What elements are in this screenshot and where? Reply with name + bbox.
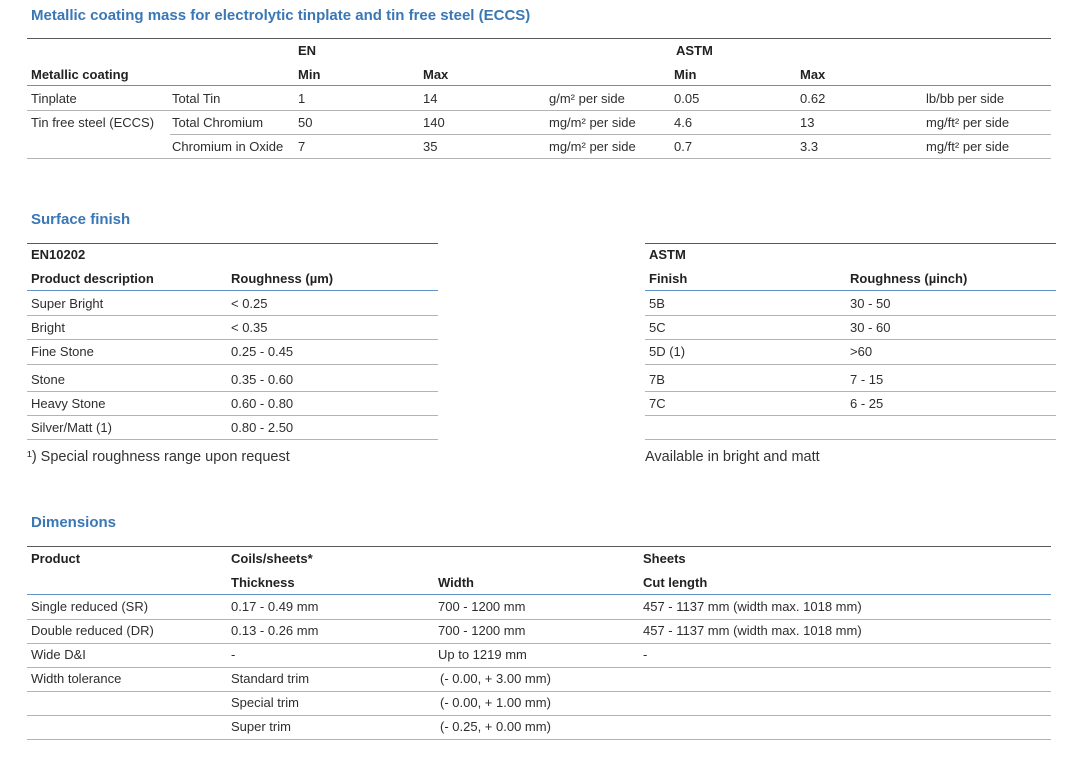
dim-col-coils: Coils/sheets* xyxy=(231,551,313,566)
astm-row-finish: 5C xyxy=(649,320,666,335)
coating-row-astm-min: 0.7 xyxy=(674,139,693,154)
coating-col-astm-min: Min xyxy=(674,67,697,82)
en-footnote: ¹) Special roughness range upon request xyxy=(27,449,290,465)
en-row-rough: < 0.35 xyxy=(231,320,268,335)
en-row-rough: < 0.25 xyxy=(231,296,268,311)
astm-row-rough: >60 xyxy=(850,344,873,359)
dim-row-thickness: 0.17 - 0.49 mm xyxy=(231,599,319,614)
coating-row-en-max: 14 xyxy=(423,91,438,106)
row-divider xyxy=(645,391,1056,392)
coating-row-en-unit: g/m² per side xyxy=(549,91,625,106)
en-row-desc: Heavy Stone xyxy=(31,396,106,411)
coating-col-en-min: Min xyxy=(298,67,321,82)
dimensions-header-rule xyxy=(27,594,1051,595)
astm-row-finish: 5D (1) xyxy=(649,344,686,359)
coating-row-astm-unit: mg/ft² per side xyxy=(926,139,1010,154)
coating-col-en-max: Max xyxy=(423,67,449,82)
row-divider xyxy=(27,619,1051,620)
coating-row-en-min: 1 xyxy=(298,91,306,106)
coating-row-astm-unit: lb/bb per side xyxy=(926,91,1005,106)
row-divider xyxy=(645,415,1056,416)
row-divider xyxy=(27,364,438,365)
en-top-rule xyxy=(27,243,438,244)
coating-col-astm-max: Max xyxy=(800,67,826,82)
dim-row-thickness: Standard trim xyxy=(231,671,310,686)
en-bottom-rule xyxy=(27,439,438,440)
dim-row-cut: 457 - 1137 mm (width max. 1018 mm) xyxy=(643,599,862,614)
row-divider xyxy=(27,715,1051,716)
astm-standard: ASTM xyxy=(649,247,686,262)
dim-row-thickness: - xyxy=(231,647,236,662)
dim-col-thickness: Thickness xyxy=(231,575,295,590)
astm-col-finish: Finish xyxy=(649,271,688,286)
dim-row-product: Single reduced (SR) xyxy=(31,599,149,614)
dim-row-width: 700 - 1200 mm xyxy=(438,623,526,638)
row-divider xyxy=(27,339,438,340)
en-header-rule xyxy=(27,290,438,291)
surface-title: Surface finish xyxy=(31,211,131,228)
en-row-desc: Bright xyxy=(31,320,65,335)
row-divider xyxy=(645,315,1056,316)
dim-row-width: (- 0.25, + 0.00 mm) xyxy=(440,719,551,734)
coating-col-metallic: Metallic coating xyxy=(31,67,129,82)
coating-row-type: Chromium in Oxide xyxy=(172,139,284,154)
astm-row-rough: 30 - 60 xyxy=(850,320,891,335)
dim-col-product: Product xyxy=(31,551,81,566)
astm-row-finish: 7C xyxy=(649,396,666,411)
coating-title: Metallic coating mass for electrolytic tinplate and tin free steel (ECCS) xyxy=(31,7,531,24)
row-divider xyxy=(645,364,1056,365)
row-divider xyxy=(27,391,438,392)
coating-row-en-min: 50 xyxy=(298,115,313,130)
row-divider xyxy=(27,667,1051,668)
en-row-desc: Fine Stone xyxy=(31,344,94,359)
coating-row-product: Tin free steel (ECCS) xyxy=(31,115,155,130)
en-row-desc: Super Bright xyxy=(31,296,104,311)
coating-row-astm-min: 0.05 xyxy=(674,91,700,106)
dim-row-product: Wide D&I xyxy=(31,647,86,662)
row-divider xyxy=(170,134,1051,135)
coating-row-astm-max: 13 xyxy=(800,115,815,130)
row-divider xyxy=(27,315,438,316)
coating-row-astm-max: 0.62 xyxy=(800,91,826,106)
astm-row-rough: 6 - 25 xyxy=(850,396,884,411)
dim-row-product: Width tolerance xyxy=(31,671,122,686)
astm-footnote: Available in bright and matt xyxy=(645,449,820,465)
astm-col-rough: Roughness (µinch) xyxy=(850,271,968,286)
astm-row-rough: 7 - 15 xyxy=(850,372,884,387)
coating-row-astm-unit: mg/ft² per side xyxy=(926,115,1010,130)
dim-row-width: Up to 1219 mm xyxy=(438,647,527,662)
coating-row-en-max: 35 xyxy=(423,139,438,154)
coating-bottom-rule xyxy=(27,158,1051,159)
dim-row-cut: - xyxy=(643,647,648,662)
coating-header-rule xyxy=(27,85,1051,86)
en-row-desc: Stone xyxy=(31,372,65,387)
astm-top-rule xyxy=(645,243,1056,244)
coating-row-astm-min: 4.6 xyxy=(674,115,693,130)
en-row-rough: 0.25 - 0.45 xyxy=(231,344,294,359)
dim-row-thickness: 0.13 - 0.26 mm xyxy=(231,623,319,638)
dim-row-thickness: Special trim xyxy=(231,695,299,710)
en-col-desc: Product description xyxy=(31,271,154,286)
en-row-desc: Silver/Matt (1) xyxy=(31,420,112,435)
row-divider xyxy=(27,110,1051,111)
dimensions-bottom-rule xyxy=(27,739,1051,740)
astm-row-finish: 5B xyxy=(649,296,665,311)
coating-group-astm: ASTM xyxy=(676,43,713,58)
dimensions-top-rule xyxy=(27,546,1051,547)
dim-row-width: (- 0.00, + 3.00 mm) xyxy=(440,671,551,686)
dim-row-cut: 457 - 1137 mm (width max. 1018 mm) xyxy=(643,623,862,638)
coating-row-en-unit: mg/m² per side xyxy=(549,139,636,154)
astm-header-rule xyxy=(645,290,1056,291)
dim-row-product: Double reduced (DR) xyxy=(31,623,154,638)
dim-col-width: Width xyxy=(438,575,474,590)
coating-row-en-min: 7 xyxy=(298,139,306,154)
row-divider xyxy=(645,339,1056,340)
dim-row-thickness: Super trim xyxy=(231,719,291,734)
dim-row-width: 700 - 1200 mm xyxy=(438,599,526,614)
dimensions-title: Dimensions xyxy=(31,514,117,531)
en-row-rough: 0.80 - 2.50 xyxy=(231,420,294,435)
dim-col-sheets: Sheets xyxy=(643,551,686,566)
dim-col-cut: Cut length xyxy=(643,575,708,590)
coating-row-product: Tinplate xyxy=(31,91,77,106)
en-col-rough: Roughness (µm) xyxy=(231,271,334,286)
en-row-rough: 0.35 - 0.60 xyxy=(231,372,294,387)
en-standard: EN10202 xyxy=(31,247,86,262)
coating-row-en-unit: mg/m² per side xyxy=(549,115,636,130)
astm-row-finish: 7B xyxy=(649,372,665,387)
coating-row-type: Total Tin xyxy=(172,91,221,106)
coating-row-type: Total Chromium xyxy=(172,115,264,130)
coating-row-astm-max: 3.3 xyxy=(800,139,819,154)
en-row-rough: 0.60 - 0.80 xyxy=(231,396,294,411)
astm-row-rough: 30 - 50 xyxy=(850,296,891,311)
dim-row-width: (- 0.00, + 1.00 mm) xyxy=(440,695,551,710)
coating-top-rule xyxy=(27,38,1051,39)
astm-bottom-rule xyxy=(645,439,1056,440)
coating-row-en-max: 140 xyxy=(423,115,445,130)
row-divider xyxy=(27,691,1051,692)
row-divider xyxy=(27,643,1051,644)
row-divider xyxy=(27,415,438,416)
coating-group-en: EN xyxy=(298,43,317,58)
